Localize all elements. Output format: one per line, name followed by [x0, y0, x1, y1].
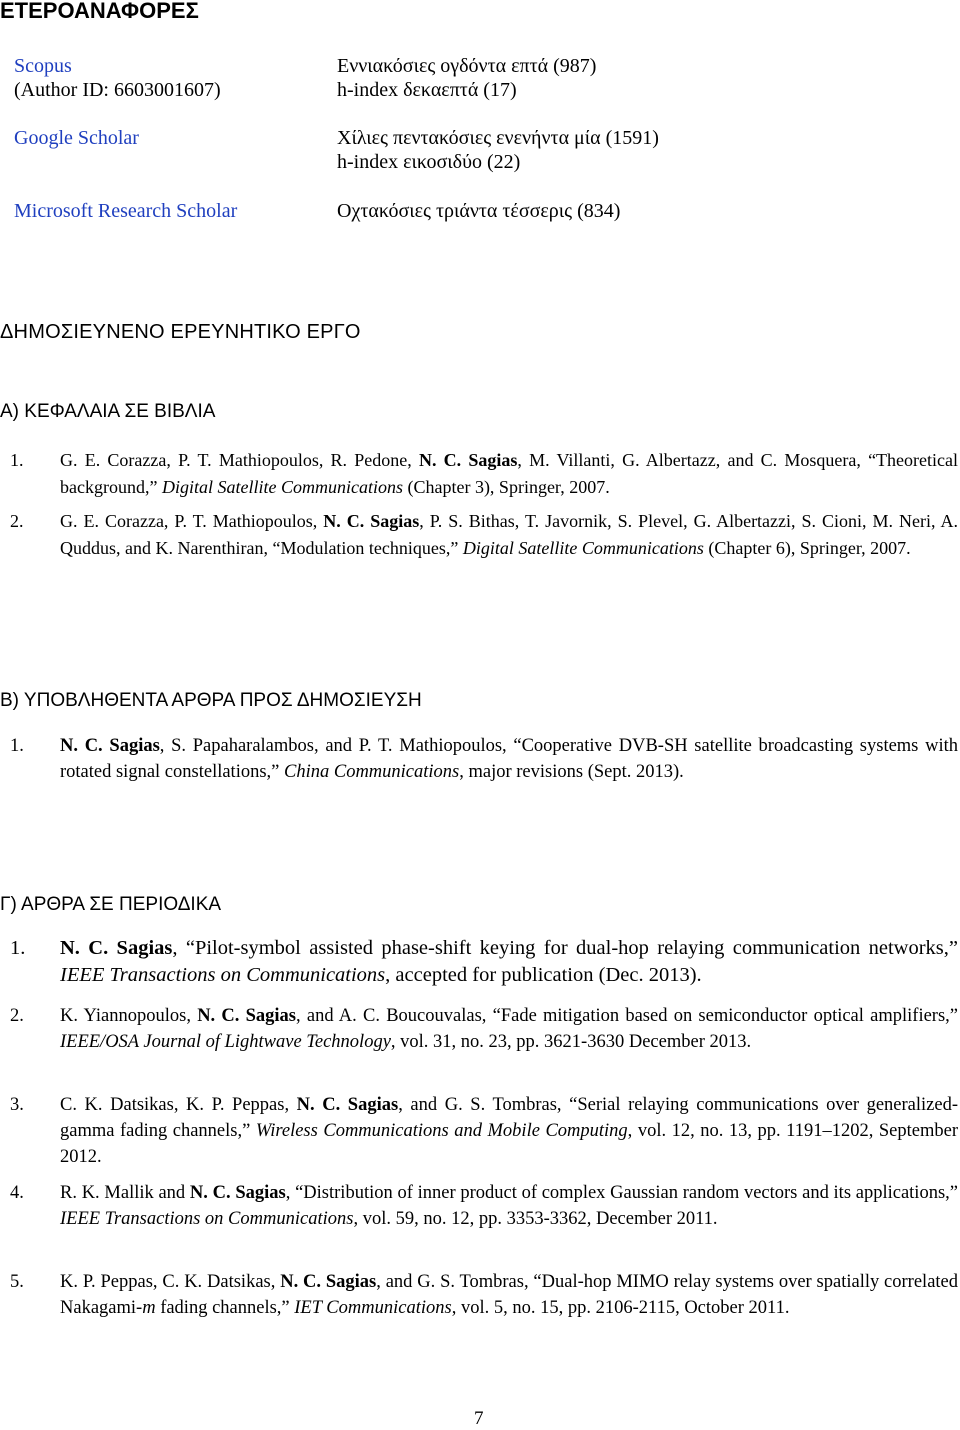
ref-title-end: fading channels,” [155, 1298, 295, 1318]
ref-venue: IEEE Transactions on Communications [60, 1209, 354, 1229]
ref-details: (Chapter 3), Springer, 2007. [402, 476, 610, 497]
list-item [10, 508, 958, 561]
ref-number: 5. [10, 1272, 24, 1292]
ref-details: , vol. 12, no. 13, pp. 1191–1202, September 2012. [60, 1121, 958, 1167]
ref-venue: IET Communications [294, 1298, 452, 1318]
section-heading-journals: Γ) ΑΡΘΡΑ ΣΕ ΠΕΡΙΟΔΙΚΑ [0, 894, 222, 915]
ref-details: , vol. 59, no. 12, pp. 3353-3362, December 2011. [353, 1209, 718, 1229]
ref-venue: Digital Satellite Communications [161, 476, 403, 497]
ref-details: (Chapter 6), Springer, 2007. [703, 537, 911, 558]
citation-value-microsoft-research-scholar: Οχτακόσιες τριάντα τέσσερις (834) [337, 200, 621, 222]
citation-source-scopus: Scopus [14, 55, 72, 77]
list-item [10, 1180, 958, 1232]
ref-text [60, 1180, 958, 1232]
ref-authors: R. K. Mallik and [60, 1183, 190, 1203]
ref-author-highlight: N. C. Sagias [323, 511, 420, 531]
citation-source-microsoft-research-scholar: Microsoft Research Scholar [14, 200, 238, 222]
ref-title: , P. S. Bithas, T. Javornik, S. Plevel, G. Albertazzi, S. Cioni, M. Neri, A. Quddus, and K. Narenthiran, “Modulation techniques,” [60, 511, 959, 558]
ref-title: , S. Papaharalambos, and P. T. Mathiopoulos, “Cooperative DVB-SH satellite broadcasting systems with rotated signal constellations,” [60, 736, 958, 782]
ref-text [60, 935, 958, 988]
ref-author-highlight: N. C. Sagias [189, 1183, 286, 1203]
ref-details: , accepted for publication (Dec. 2013). [385, 963, 702, 986]
ref-number: 1. [10, 937, 26, 959]
ref-title: , M. Villanti, G. Albertazz, and C. Mosquera, “Theoretical background,” [60, 450, 959, 497]
ref-authors: G. E. Corazza, P. T. Mathiopoulos, [60, 511, 324, 531]
ref-number: 2. [10, 1006, 24, 1026]
published-research-heading: ΔΗΜΟΣΙΕΥΝΕΝΟ ΕΡΕΥΝΗΤΙΚΟ ΕΡΓΟ [0, 321, 361, 343]
list-item [10, 1092, 958, 1170]
ref-number: 4. [10, 1183, 24, 1203]
citation-source-google-scholar: Google Scholar [14, 127, 139, 149]
ref-authors: C. K. Datsikas, K. P. Peppas, [60, 1095, 297, 1115]
ref-text [60, 1269, 958, 1321]
ref-text [60, 1003, 958, 1055]
ref-authors: G. E. Corazza, P. T. Mathiopoulos, R. Pedone, [60, 450, 419, 470]
ref-title: , and G. S. Tombras, “Dual-hop MIMO relay systems over spatially correlated Nakagami- [60, 1272, 959, 1318]
citation-value-google-scholar: Χίλιες πεντακόσιες ενενήντα μία (1591) [337, 127, 659, 149]
ref-text [60, 733, 958, 785]
ref-number: 1. [10, 450, 24, 470]
ref-details: , vol. 31, no. 23, pp. 3621-3630 December 2013. [390, 1032, 752, 1052]
ref-authors: K. P. Peppas, C. K. Datsikas, [60, 1272, 281, 1292]
list-item [10, 935, 958, 988]
ref-venue: IEEE Transactions on Communications [60, 963, 386, 986]
citation-hindex-scopus: h-index δεκαεπτά (17) [337, 79, 517, 101]
page-number: 7 [474, 1408, 484, 1429]
ref-text [60, 508, 958, 561]
ref-details: , vol. 5, no. 15, pp. 2106-2115, October 2011. [451, 1298, 790, 1318]
ref-venue: Wireless Communications and Mobile Computing [255, 1121, 628, 1141]
list-item [10, 1003, 958, 1055]
citation-source-scopus-author-id: (Author ID: 6603001607) [14, 79, 221, 101]
ref-author-highlight: N. C. Sagias [280, 1272, 377, 1292]
ref-title: , “Distribution of inner product of complex Gaussian random vectors and its applications,” [285, 1183, 958, 1203]
ref-title: , and G. S. Tombras, “Serial relaying communications over generalized-gamma fading channels,” [60, 1095, 958, 1141]
ref-authors: K. Yiannopoulos, [60, 1006, 198, 1026]
ref-text [60, 447, 958, 500]
ref-author-highlight: N. C. Sagias [197, 1006, 297, 1026]
citation-hindex-google-scholar: h-index εικοσιδύο (22) [337, 151, 521, 173]
ref-title-italic: m [142, 1298, 156, 1318]
ref-text [60, 1092, 958, 1170]
list-item [10, 733, 958, 785]
ref-author-highlight: N. C. Sagias [60, 937, 173, 959]
section-heading-book-chapters: Α) ΚΕΦΑΛΑΙΑ ΣΕ ΒΙΒΛΙΑ [0, 401, 216, 422]
ref-title: , “Pilot-symbol assisted phase-shift keying for dual-hop relaying communication networks,” [172, 937, 958, 959]
ref-venue: IEEE/OSA Journal of Lightwave Technology [60, 1032, 391, 1052]
section-heading-submitted: Β) ΥΠΟΒΛΗΘΕΝΤΑ ΑΡΘΡΑ ΠΡΟΣ ΔΗΜΟΣΙΕΥΣΗ [0, 690, 422, 711]
ref-venue: Digital Satellite Communications [462, 537, 704, 558]
ref-number: 1. [10, 736, 24, 756]
ref-author-highlight: N. C. Sagias [418, 450, 518, 470]
page-heading: ΕΤΕΡΟΑΝΑΦΟΡΕΣ [0, 0, 199, 23]
ref-number: 3. [10, 1095, 24, 1115]
ref-author-highlight: N. C. Sagias [60, 736, 160, 756]
ref-author-highlight: N. C. Sagias [296, 1095, 399, 1115]
list-item [10, 447, 958, 500]
ref-number: 2. [10, 511, 24, 531]
ref-details: , major revisions (Sept. 2013). [459, 762, 684, 782]
list-item [10, 1269, 958, 1321]
ref-venue: China Communications [284, 762, 460, 782]
ref-title: , and A. C. Boucouvalas, “Fade mitigation based on semiconductor optical amplifiers,” [296, 1006, 958, 1026]
citation-value-scopus: Εννιακόσιες ογδόντα επτά (987) [337, 55, 597, 77]
